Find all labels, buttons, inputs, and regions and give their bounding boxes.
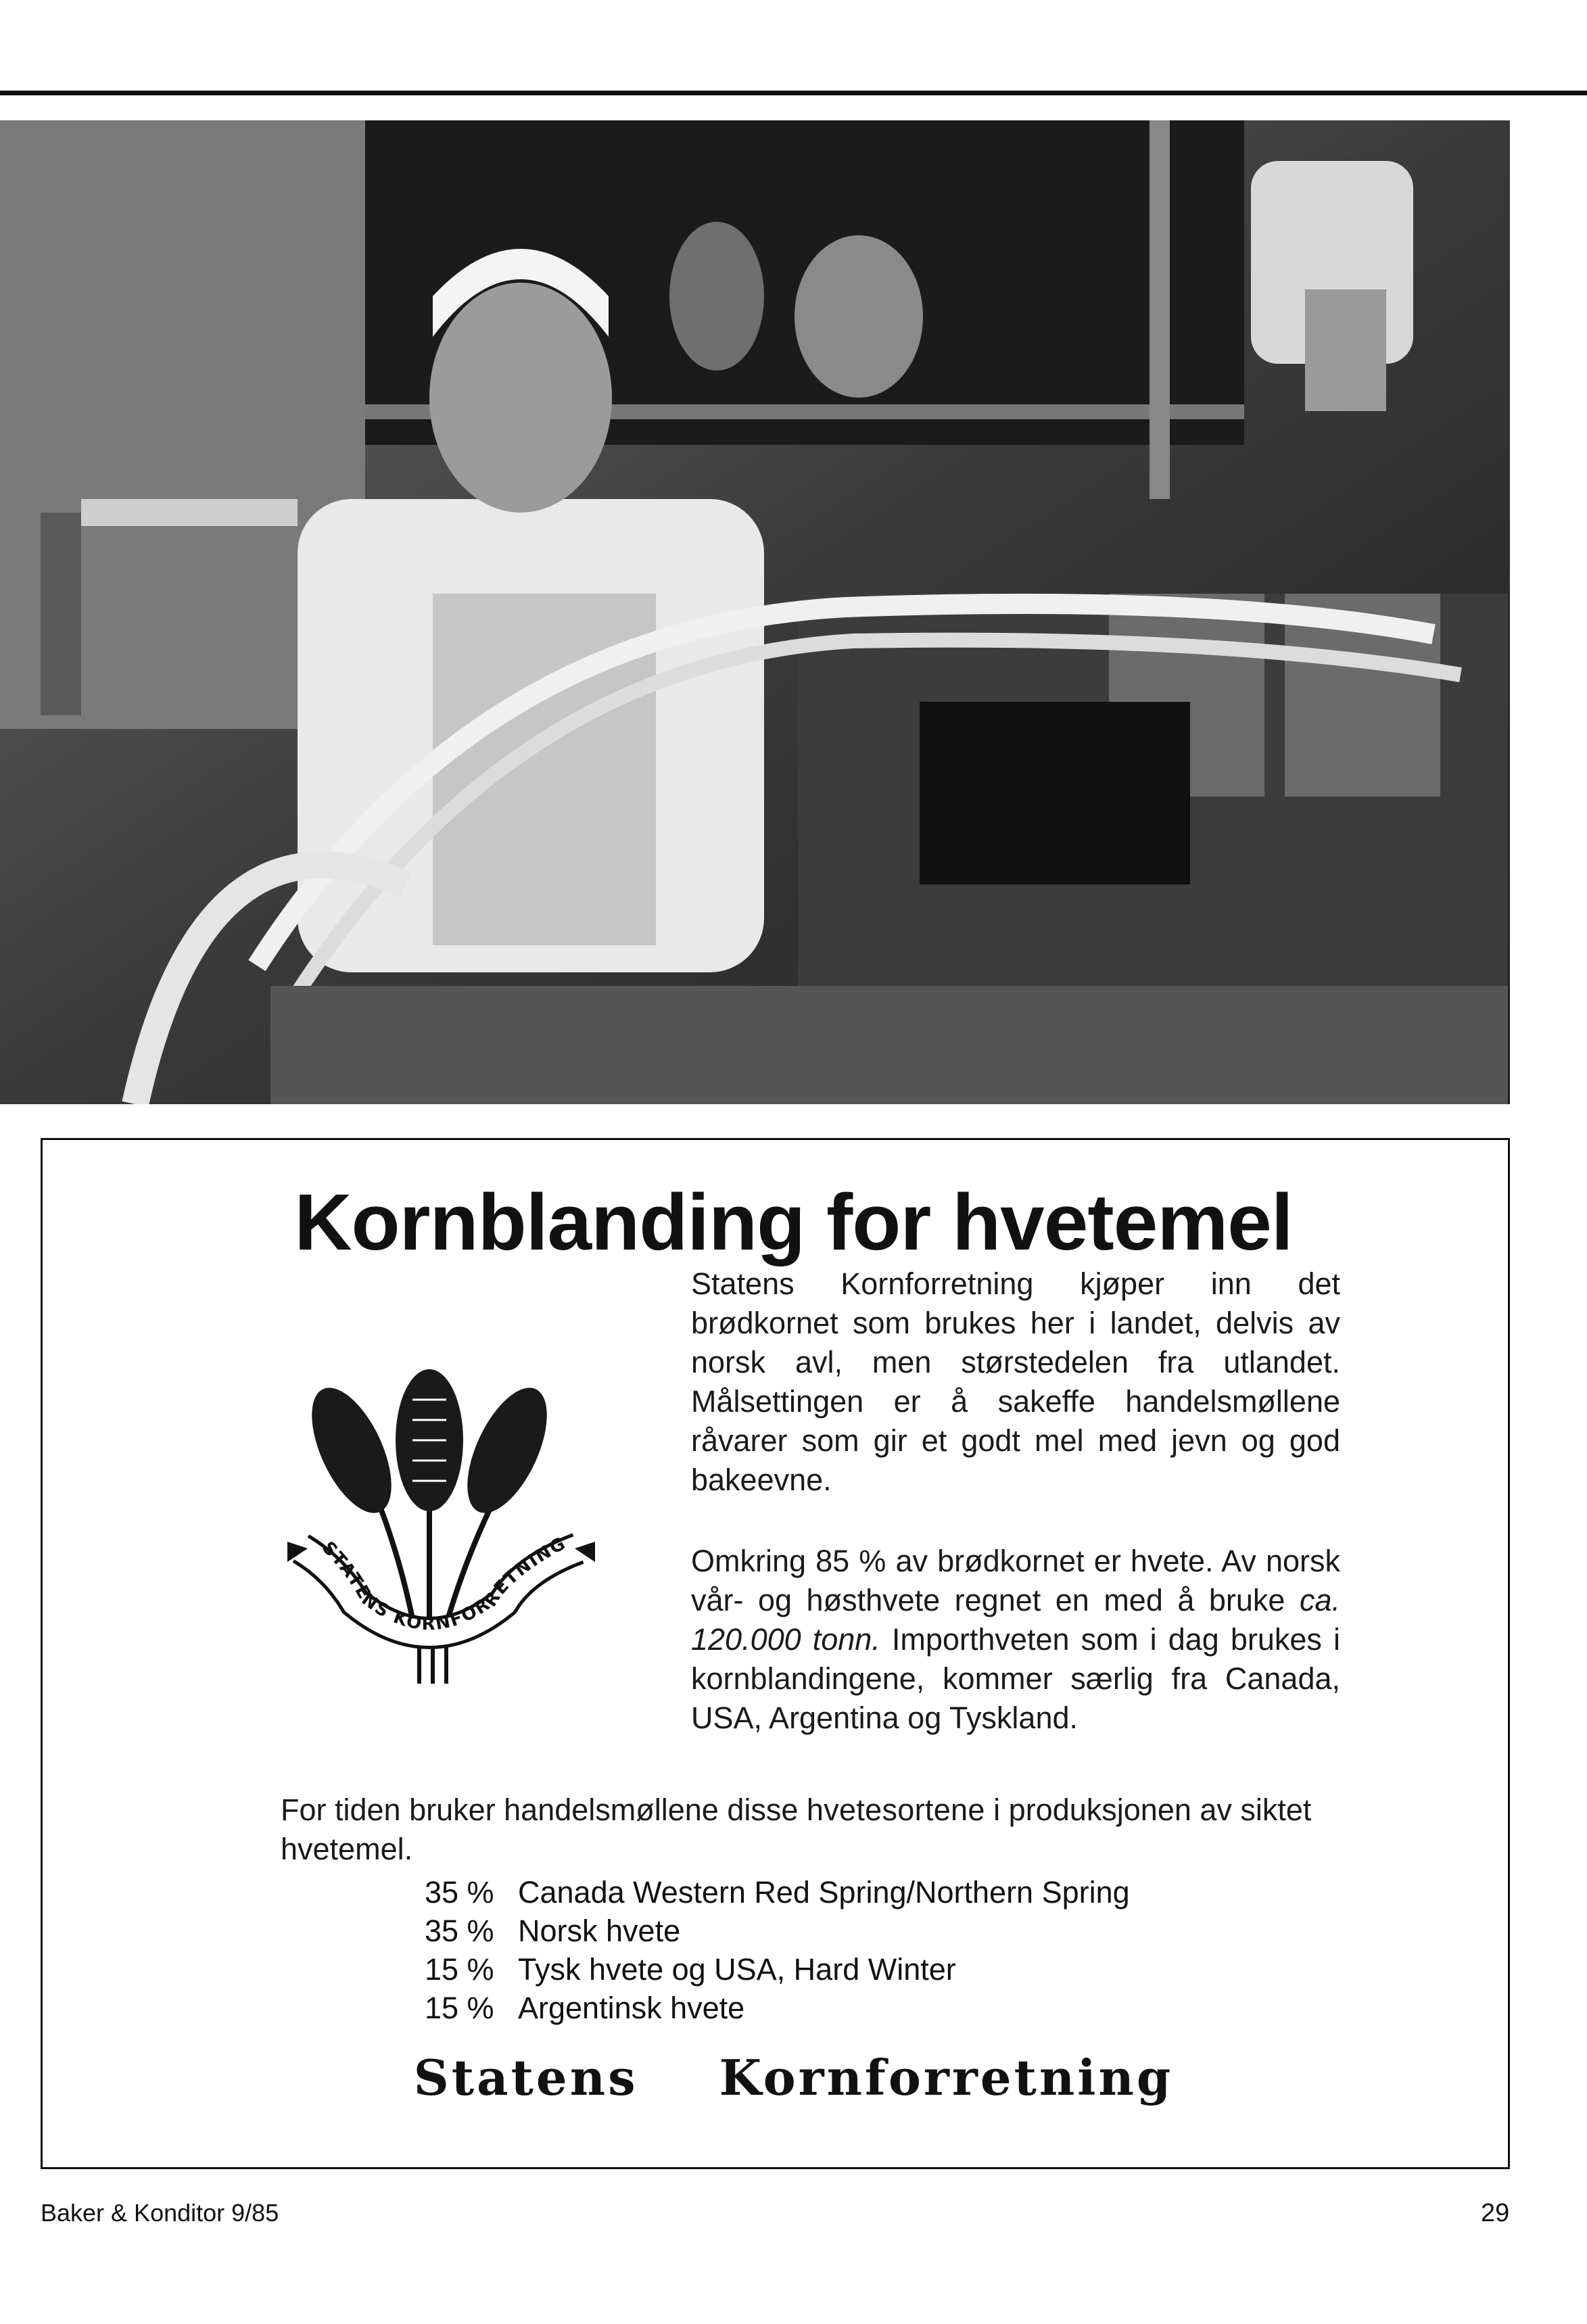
page-number: 29 [1481, 2199, 1510, 2227]
wheat-share-paragraph [691, 1542, 1340, 1738]
wheat-share-text-start: Omkring 85 % av brødkornet er hvete. Av norsk vår- og høsthvete regnet en med å bruke [691, 1544, 1340, 1617]
variety-name: Argentinsk hvete [518, 1991, 745, 2025]
top-rule [0, 91, 1587, 95]
headline: Kornblanding for hvetemel [294, 1178, 1293, 1267]
list-item [425, 1989, 1130, 2027]
bakery-photo-illustration [0, 120, 1510, 1104]
variety-name: Tysk hvete og USA, Hard Winter [518, 1952, 956, 1987]
signature-word-kornforretning: Kornforretning [719, 2049, 1174, 2106]
wheat-share-amount: ca. 120.000 tonn. [691, 1583, 1340, 1657]
variety-percent: 35 % [425, 1914, 494, 1948]
list-item [425, 1950, 1130, 1989]
publication-footer: Baker & Konditor 9/85 [41, 2199, 279, 2227]
emblem-ribbon-text: STATENS KORNFORRETNING [318, 1533, 570, 1635]
variety-name: Norsk hvete [518, 1914, 681, 1948]
list-item [425, 1912, 1130, 1950]
intro-paragraph: Statens Kornforretning kjøper inn det brødkornet som brukes her i landet, delvis av norsk avl, men størstedelen fra utlandet. Målsettingen er å sakeffe handelsmøllene råvarer som gir et godt mel med jevn og god bakeevne. [691, 1266, 1340, 1497]
wheat-varieties-intro [281, 1791, 1363, 1869]
variety-percent: 35 % [425, 1875, 494, 1910]
wheat-varieties-list [425, 1873, 1130, 2027]
wheat-emblem [274, 1346, 609, 1684]
varieties-intro-highlight: hvetesortene [806, 1793, 985, 1827]
list-item [425, 1873, 1130, 1912]
varieties-intro-end: i produksjonen av siktet hvetemel. [281, 1793, 1312, 1866]
signature-logotype [0, 2049, 1587, 2106]
variety-name: Canada Western Red Spring/Northern Spring [518, 1875, 1130, 1910]
varieties-intro-start: For tiden bruker handelsmøllene disse [281, 1793, 807, 1827]
signature-word-statens: Statens [413, 2049, 638, 2106]
variety-percent: 15 % [425, 1991, 494, 2025]
bakery-photo [0, 120, 1510, 1104]
variety-percent: 15 % [425, 1952, 494, 1987]
wheat-share-text-end: Importhveten som i dag brukes i kornblandingene, kommer særlig fra Canada, USA, Argentina og Tyskland. [691, 1622, 1340, 1735]
